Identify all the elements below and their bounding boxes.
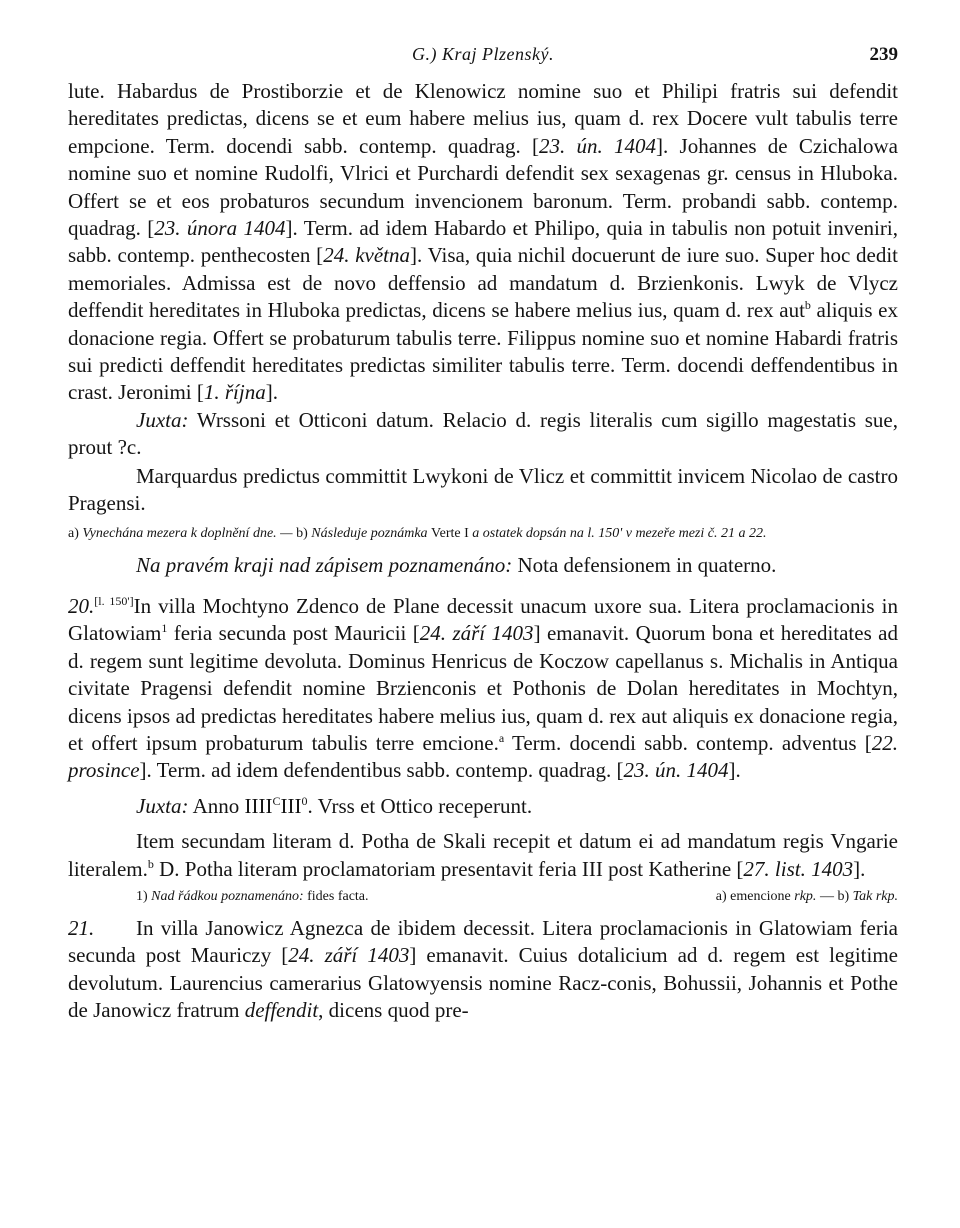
footnote-ref-a: a — [498, 730, 505, 745]
footnotes-block-1 — [68, 524, 898, 544]
date: 24. května — [323, 243, 410, 268]
superscript: 0 — [301, 793, 308, 808]
text: feria secunda post Mauricii [ — [167, 621, 420, 646]
footnotes-block-2 — [68, 887, 898, 907]
text: III — [280, 793, 302, 818]
text: aliquis ex donacione regia. Offert se probaturum tabulis terre. Filippus nomine suo et nomine Habardi fratris sui predicti deffendit hereditates predictas similiter tabulis terre. Term. docendi deffendentibus in crast. Jeronimi [ — [68, 298, 898, 405]
footnote-mark-b: b) — [296, 525, 308, 541]
page-header — [68, 38, 898, 78]
text: Marquardus predictus committit Lwykoni de Vlicz et committit invicem Nicolao de castro Pragensi. — [68, 463, 898, 516]
date: 23. ún. 1404 — [623, 758, 729, 783]
text: ]. Visa, quia nichil docuerunt de iure suo. Super hoc dedit memoriales. Admissa est de novo deffensio ad mandatum d. Brzienkonis. Lwyk de Vlycz deffendit hereditates in Hluboka predictas, dicens se habere melius ius, quam d. rex aut — [68, 243, 899, 323]
text: ] emanavit. Cuius dotalicium ad d. regem est legitime devolutum. Laurencius camerarius Glatowyensis nomine Racz-conis, Bohussii, Johannis et Pothe de Janowicz fratrum — [68, 943, 898, 1023]
text: ]. — [265, 380, 278, 405]
text: D. Potha literam proclamatoriam presentavit feria III post Katherine [ — [153, 856, 744, 881]
footnote-mark-b: b) — [837, 888, 850, 904]
text: Item secundam literam d. Potha de Skali recepit et datum ei ad mandatum regis Vngarie literalem. — [68, 829, 898, 881]
footnote-a-text: Vynechána mezera k doplnění dne. — — [78, 525, 297, 541]
text: ]. — [728, 758, 741, 783]
footnote-ref-b: b — [804, 298, 811, 313]
date: 23. února 1404 — [154, 216, 286, 241]
separator: — — [816, 888, 838, 904]
text: Term. docendi sabb. contemp. adventus [ — [504, 730, 872, 755]
paragraph-habardus — [68, 78, 898, 407]
date: 24. září 1403 — [419, 621, 534, 646]
paragraph-juxta-2 — [68, 793, 898, 820]
juxta-label: Juxta: — [136, 793, 189, 818]
folio-marker: [l. 150'] — [94, 593, 134, 608]
text: , dicens quod pre- — [318, 998, 469, 1023]
text: In villa Mochtyno Zdenco de Plane decessit unacum uxore sua. Litera proclamacionis in Glatowiam — [68, 593, 898, 646]
text: ]. Term. ad idem Habardo et Philipo, quia in tabulis non potuit inveniri, sabb. contemp. penthecosten [ — [68, 216, 898, 268]
text: In villa Janowicz Agnezca de ibidem decessit. Litera proclamacionis in Glatowiam feria secunda post Mauriczy [ — [68, 915, 898, 968]
date: 24. září 1403 — [288, 943, 410, 968]
footnote-b-text: Tak rkp. — [849, 888, 898, 904]
running-title: G.) Kraj Plzenský. — [412, 44, 554, 64]
text: ]. — [853, 856, 866, 881]
text: Anno IIII — [188, 793, 273, 818]
text: ]. Term. ad idem defendentibus sabb. contemp. quadrag. [ — [139, 758, 624, 783]
margin-note-lead: Na pravém kraji nad zápisem poznamenáno: — [136, 552, 513, 577]
footnote-mark-a: a) — [715, 888, 727, 904]
paragraph-item — [68, 828, 898, 883]
footnote-1-lead: Nad řádkou poznamenáno: — [147, 888, 304, 904]
footnote-ref-b: b — [147, 856, 154, 871]
footnote-b-text-2: a ostatek dopsán na l. 150' v mezeře mezi č. 21 a 22. — [468, 525, 767, 541]
footnote-b-text: Následuje poznámka — [307, 525, 432, 541]
entry-number: 20. — [68, 593, 95, 618]
text: ] emanavit. Quorum bona et hereditates ad d. regem sunt legitime devoluta. Dominus Henricus de Koczow capellanus s. Michalis in Antiqua civitate Pragensi defendit nomine Brzienconis et Pothonis de Dolan hereditates in Mochtyn, dicens ipsos ad predictas hereditates habere melius ius, quam d. rex aut aliquis ex donacione regia, et offert ipsum probaturum tabulis terre emcione. — [68, 621, 898, 755]
page-number: 239 — [869, 44, 898, 65]
footnote-ref-1: 1 — [161, 621, 168, 636]
footnote-1-text: fides facta. — [303, 888, 369, 904]
paragraph-marquardus — [68, 463, 898, 518]
paragraph-margin-note — [68, 552, 898, 579]
entry-number: 21. — [68, 915, 95, 940]
date: 27. list. 1403 — [743, 856, 854, 881]
text: Wrssoni et Otticoni datum. Relacio d. regis literalis cum sigillo magestatis sue, prout ?c. — [68, 407, 898, 460]
footnote-ab — [716, 887, 898, 907]
juxta-label: Juxta: — [136, 407, 189, 432]
text: . Vrss et Ottico receperunt. — [307, 793, 533, 818]
superscript: C — [272, 793, 281, 808]
footnote-1 — [68, 887, 369, 907]
text: ]. Johannes de Czichalowa nomine suo et nomine Rudolfi, Vlrici et Purchardi defendit sex sexagenas gr. census in Hluboka. Offert se et eos probaturos secundum invencionem baronum. Term. probandi sabb. contemp. quadrag. [ — [68, 133, 898, 241]
entry-20 — [68, 593, 898, 785]
footnote-a-source: rkp. — [794, 888, 817, 904]
paragraph-juxta-1 — [68, 407, 898, 462]
footnote-b-roman: Verte I — [431, 525, 469, 541]
date: 22. prosince — [68, 730, 898, 783]
footnote-mark-a: a) — [68, 525, 79, 541]
text: Nota defensionem in quaterno. — [512, 552, 777, 577]
entry-21 — [68, 915, 898, 1025]
date: 23. ún. 1404 — [539, 133, 657, 158]
footnote-mark-1: 1) — [136, 888, 148, 904]
italic-word: deffendit — [244, 998, 319, 1023]
text: lute. Habardus de Prostiborzie et de Klenowicz nomine suo et Philipi fratris sui defendit hereditates predictas, dicens se et eum habere melius ius, quam d. rex Docere vult tabulis terre empcione. Term. docendi sabb. contemp. quadrag. [ — [68, 79, 898, 158]
footnote-a-text: emencione — [726, 888, 795, 904]
date: 1. října — [203, 380, 266, 405]
